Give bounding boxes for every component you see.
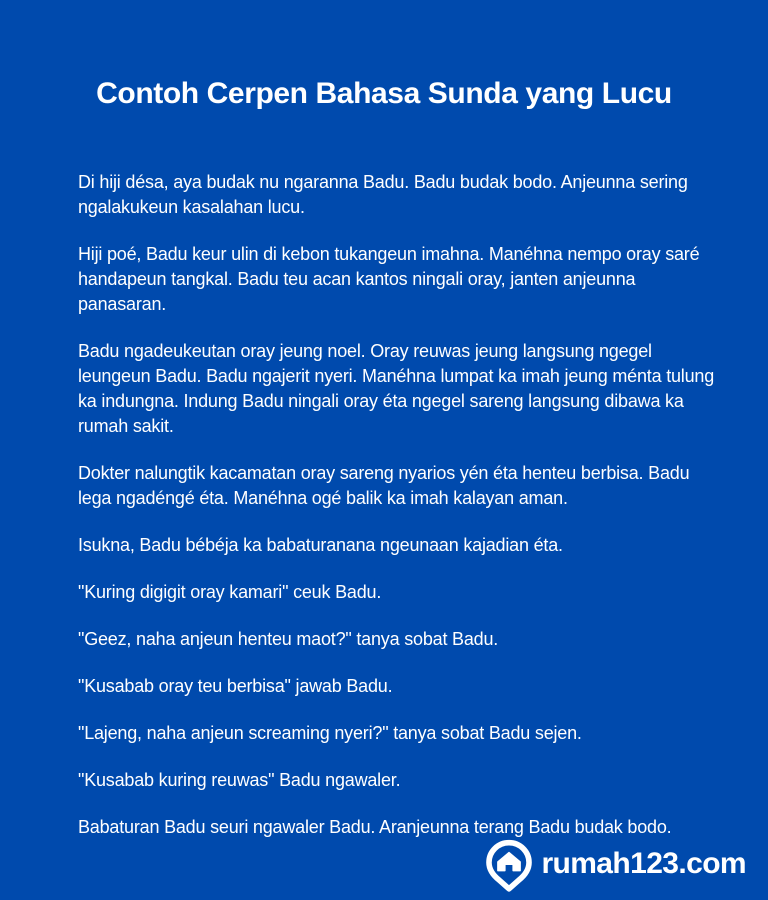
story-paragraph: Isukna, Badu bébéja ka babaturanana ngeunaan kajadian éta. bbox=[78, 534, 563, 555]
rumah123-logo-text: rumah123.com bbox=[541, 847, 746, 880]
story-paragraph: "Kuring digigit oray kamari" ceuk Badu. bbox=[78, 581, 382, 602]
story-paragraph: Badu ngadeukeutan oray jeung noel. Oray reuwas jeung langsung ngegel leungeun Badu. Badu ngajerit nyeri. Manéhna lumpat ka imah jeung ménta tulung ka indungna. Indung Badu ningali oray éta ngegel sareng langsung dibawa ka rumah sakit. bbox=[78, 340, 715, 436]
house-pin-icon bbox=[484, 839, 534, 893]
story-paragraph: "Lajeng, naha anjeun screaming nyeri?" tanya sobat Badu sejen. bbox=[78, 722, 582, 743]
story-body bbox=[0, 170, 768, 840]
page-title: Contoh Cerpen Bahasa Sunda yang Lucu bbox=[96, 77, 672, 110]
story-paragraph: "Kusabab oray teu berbisa" jawab Badu. bbox=[78, 675, 393, 696]
story-paragraph: Dokter nalungtik kacamatan oray sareng nyarios yén éta henteu berbisa. Badu lega ngadéngé éta. Manéhna ogé balik ka imah kalayan aman. bbox=[78, 462, 690, 508]
story-paragraph: Babaturan Badu seuri ngawaler Badu. Aranjeunna terang Badu budak bodo. bbox=[78, 816, 672, 837]
story-paragraph: "Geez, naha anjeun henteu maot?" tanya sobat Badu. bbox=[78, 628, 499, 649]
story-paragraph: Di hiji désa, aya budak nu ngaranna Badu. Badu budak bodo. Anjeunna sering ngalakukeun kasalahan lucu. bbox=[78, 171, 688, 217]
story-paragraph: "Kusabab kuring reuwas" Badu ngawaler. bbox=[78, 769, 401, 790]
story-paragraph: Hiji poé, Badu keur ulin di kebon tukangeun imahna. Manéhna nempo oray saré handapeun tangkal. Badu teu acan kantos ningali oray, janten anjeunna panasaran. bbox=[78, 243, 700, 314]
rumah123-logo bbox=[484, 839, 746, 893]
